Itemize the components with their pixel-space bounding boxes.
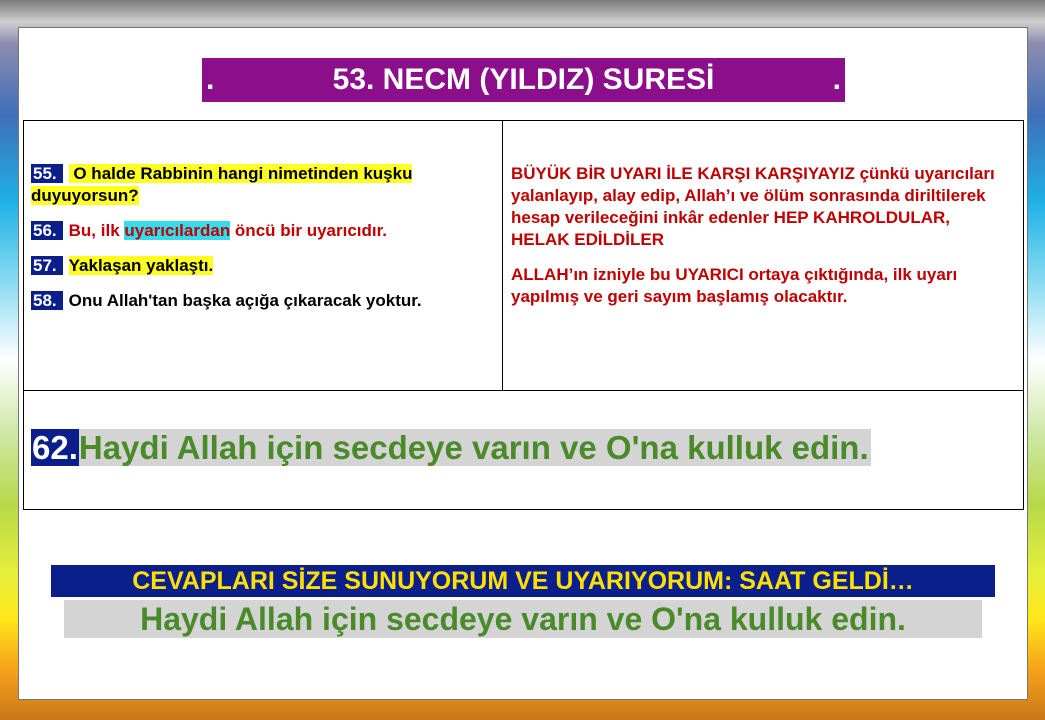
verses-list [31,163,493,325]
verse-number: 62. [32,429,78,466]
slide [18,27,1028,700]
verse-number: 58. [31,291,63,310]
title-text: 53. NECM (YILDIZ) SURESİ [332,63,715,96]
verse-text: Onu Allah'tan başka açığa çıkaracak yoktur. [68,291,422,310]
commentary-text [511,163,1011,321]
verse-55 [31,163,493,207]
verse-number: 56. [31,221,63,240]
verse-57 [31,255,493,277]
content-table [23,120,1024,510]
verse-text: Yaklaşan yaklaştı. [68,256,214,275]
verse-56 [31,220,493,242]
commentary-cell [503,121,1023,390]
verse-number: 57. [31,256,63,275]
title-dot-right: . [832,63,841,96]
verse-text-post: öncü bir uyarıcıdır. [230,221,388,240]
verse-58 [31,290,493,312]
commentary-paragraph: ALLAH’ın izniyle bu UYARICI ortaya çıktığında, ilk uyarı yapılmış ve geri sayım başlamış olacaktır. [511,265,958,306]
page-title [202,58,845,102]
verse-62 [31,429,871,467]
verses-cell [24,121,503,390]
title-dot-left: . [206,63,215,96]
verse-text-highlight: uyarıcılardan [124,221,231,240]
warning-banner: CEVAPLARI SİZE SUNUYORUM VE UYARIYORUM: SAAT GELDİ… [51,565,995,597]
verse-text: Haydi Allah için secdeye varın ve O'na kulluk edin. [78,429,869,466]
verse-number: 55. [31,164,63,183]
verse-62-cell [24,390,1023,509]
commentary-paragraph: BÜYÜK BİR UYARI İLE KARŞI KARŞIYAYIZ çünkü uyarıcıları yalanlayıp, alay edip, Allah’ı ve ölüm sonrasında diriltilerek hesap verileceğini inkâr edenler HEP KAHROLDULAR, HELAK EDİLDİLER [511,164,995,249]
verse-text-pre: Bu, ilk [68,221,125,240]
closing-verse: Haydi Allah için secdeye varın ve O'na kulluk edin. [64,600,982,638]
verse-text: O halde Rabbinin hangi nimetinden kuşku duyuyorsun? [31,164,413,205]
